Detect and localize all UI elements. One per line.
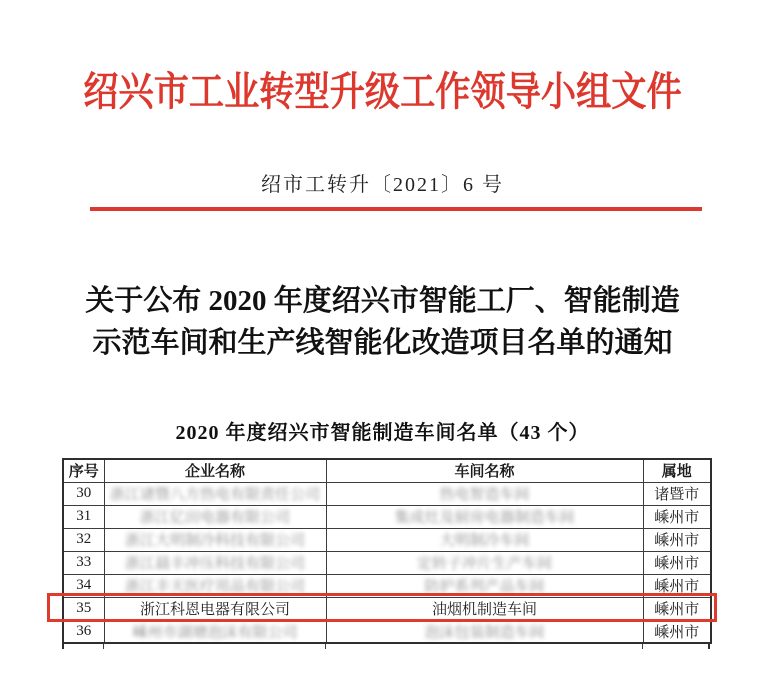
notice-title xyxy=(0,280,765,364)
roster-table-wrap xyxy=(62,458,710,649)
row-workshop-name: 泡沫包装制造车间 xyxy=(326,620,643,643)
row-serial-number: 31 xyxy=(63,505,104,528)
row-company-name: 浙江诸暨八方热电有限责任公司 xyxy=(104,482,326,505)
row-company-name: 浙江丰天医疗用品有限公司 xyxy=(104,574,326,597)
table-row xyxy=(63,597,711,620)
notice-title-line2: 示范车间和生产线智能化改造项目名单的通知 xyxy=(92,327,673,359)
row-company-name: 浙江亿田电器有限公司 xyxy=(104,505,326,528)
row-location: 嵊州市 xyxy=(643,505,711,528)
row-workshop-name: 大明制冷车间 xyxy=(326,528,643,551)
table-row xyxy=(63,620,711,643)
table-cutoff-stub xyxy=(62,644,710,649)
red-divider-rule xyxy=(90,207,702,211)
table-header-row xyxy=(63,459,711,482)
row-serial-number: 36 xyxy=(63,620,104,643)
row-serial-number: 34 xyxy=(63,574,104,597)
row-serial-number: 30 xyxy=(63,482,104,505)
row-company-name: 嵊州市湖塘泡沫有限公司 xyxy=(104,620,326,643)
row-location: 嵊州市 xyxy=(643,551,711,574)
row-location: 嵊州市 xyxy=(643,574,711,597)
row-company-name: 浙江大明制冷科技有限公司 xyxy=(104,528,326,551)
row-workshop-name: 集成灶及厨房电器制造车间 xyxy=(326,505,643,528)
table-row xyxy=(63,551,711,574)
table-title: 2020 年度绍兴市智能制造车间名单（43 个） xyxy=(175,422,590,444)
row-location: 嵊州市 xyxy=(643,597,711,620)
row-workshop-name: 热电智造车间 xyxy=(326,482,643,505)
row-company-name: 浙江晨丰冲压科技有限公司 xyxy=(104,551,326,574)
header-location: 属地 xyxy=(643,459,711,482)
table-row xyxy=(63,574,711,597)
roster-table xyxy=(62,458,712,644)
row-workshop-name: 定转子冲片生产车间 xyxy=(326,551,643,574)
header-workshop-name: 车间名称 xyxy=(326,459,643,482)
header-company-name: 企业名称 xyxy=(104,459,326,482)
row-serial-number: 33 xyxy=(63,551,104,574)
row-serial-number: 35 xyxy=(63,597,104,620)
row-serial-number: 32 xyxy=(63,528,104,551)
header-serial-number: 序号 xyxy=(63,459,104,482)
table-row xyxy=(63,482,711,505)
row-location: 诸暨市 xyxy=(643,482,711,505)
table-row xyxy=(63,505,711,528)
document-header-title: 绍兴市工业转型升级工作领导小组文件 xyxy=(83,69,682,114)
document-number: 绍市工转升〔2021〕6 号 xyxy=(261,174,504,196)
row-location: 嵊州市 xyxy=(643,620,711,643)
table-row xyxy=(63,528,711,551)
row-workshop-name: 防护系列产品车间 xyxy=(326,574,643,597)
notice-title-line1: 关于公布 2020 年度绍兴市智能工厂、智能制造 xyxy=(85,285,680,317)
row-company-name: 浙江科恩电器有限公司 xyxy=(104,597,326,620)
row-location: 嵊州市 xyxy=(643,528,711,551)
row-workshop-name: 油烟机制造车间 xyxy=(326,597,643,620)
